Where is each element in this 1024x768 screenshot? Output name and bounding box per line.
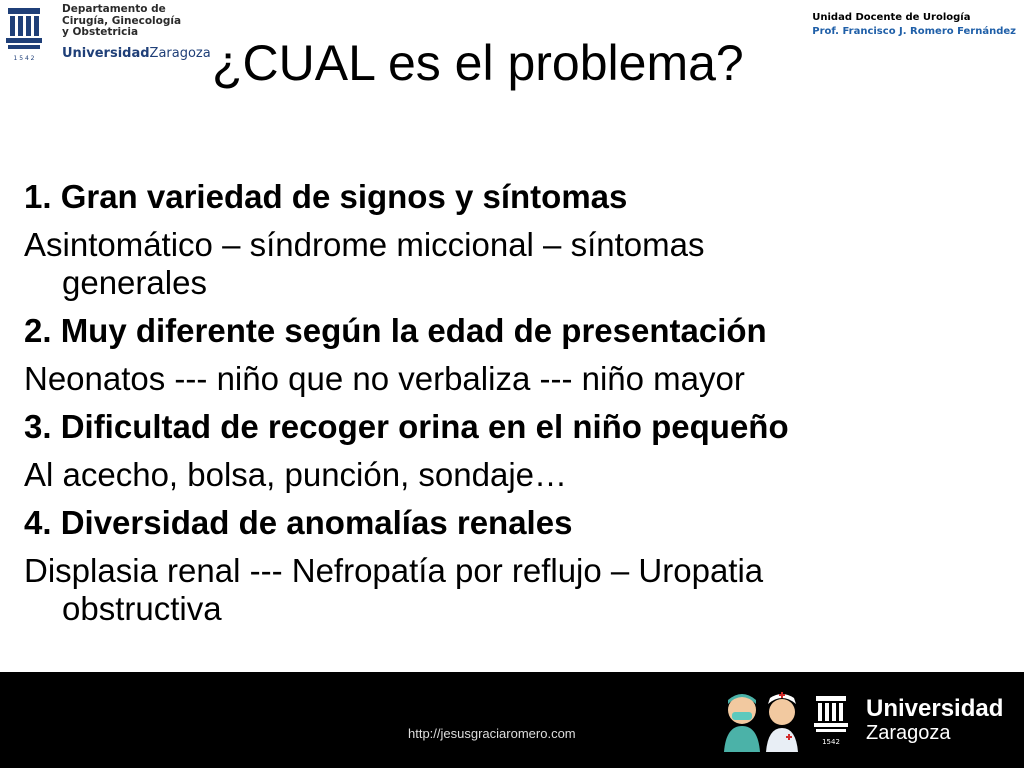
footer-university-logo: [866, 696, 1003, 744]
male-doctor-icon: [724, 694, 760, 752]
point-1-detail: Asintomático – síndrome miccional – síntomas generales: [24, 226, 705, 301]
dept-line-1: Departamento de: [62, 3, 166, 15]
university-city: Zaragoza: [149, 46, 211, 61]
point-2-detail: Neonatos --- niño que no verbaliza --- niño mayor: [24, 360, 745, 397]
crest-year: 1 5 4 2: [13, 55, 35, 62]
department-name: [62, 4, 181, 39]
point-3-heading: 3. Dificultad de recoger orina en el niño pequeño: [24, 408, 789, 445]
dept-line-3: y Obstetricia: [62, 26, 139, 38]
point-2-heading: 2. Muy diferente según la edad de presentación: [24, 312, 767, 349]
slide-title: ¿CUAL es el problema?: [212, 35, 744, 91]
footer-crest-icon: [814, 696, 848, 746]
university-bold: Universidad: [62, 46, 150, 61]
point-4-heading: 4. Diversidad de anomalías renales: [24, 504, 573, 541]
slide-content: [24, 178, 984, 628]
unit-info: [812, 12, 1016, 37]
unit-professor: Prof. Francisco J. Romero Fernández: [812, 26, 1016, 37]
footer-logo-line2: Zaragoza: [866, 722, 951, 744]
unit-title: Unidad Docente de Urología: [812, 12, 971, 23]
point-1-heading: 1. Gran variedad de signos y síntomas: [24, 178, 628, 215]
footer-url[interactable]: http://jesusgraciaromero.com: [408, 726, 576, 741]
footer-logo-line1: Universidad: [866, 695, 1004, 722]
dept-line-2: Cirugía, Ginecología: [62, 14, 182, 27]
point-3-detail: Al acecho, bolsa, punción, sondaje…: [24, 456, 568, 493]
female-nurse-icon: [766, 692, 798, 752]
footer-icons: [722, 690, 862, 761]
university-crest-icon: [4, 4, 44, 64]
point-4-detail: Displasia renal --- Nefropatía por reflujo – Uropatia obstructiva: [24, 552, 764, 627]
university-wordmark: [62, 46, 211, 61]
footer-crest-year: 1542: [822, 738, 840, 746]
